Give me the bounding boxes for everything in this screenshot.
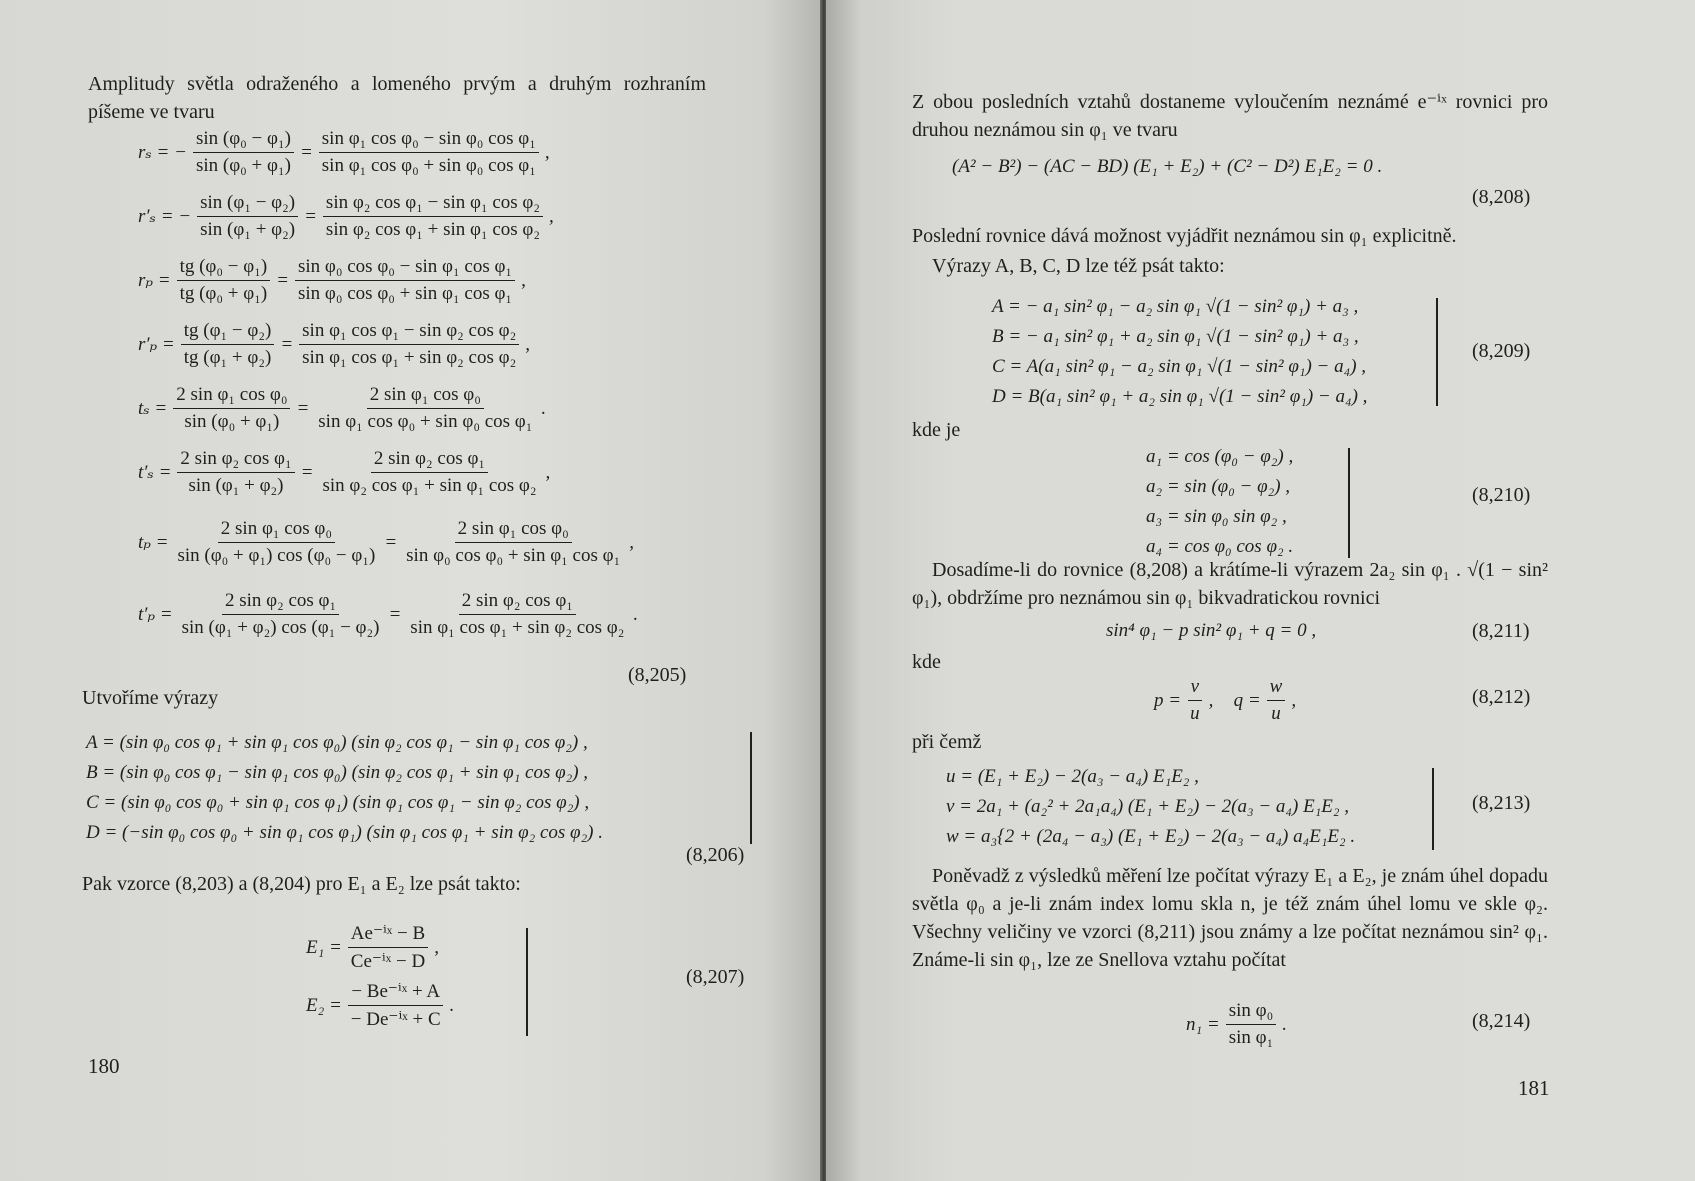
system-line: C = (sin φ₀ cos φ₀ + sin φ₁ cos φ₁) (sin φ₁ cos φ₁ − sin φ₂ cos φ₂) , <box>86 792 590 813</box>
equation-number-208: (8,208) <box>1472 186 1531 208</box>
page-number-right: 181 <box>1518 1076 1550 1100</box>
paragraph-1: Z obou posledních vztahů dostaneme vyloučením neznámé e⁻ⁱˣ rovnici pro druhou neznámou sin φ₁ ve tvaru <box>912 91 1548 141</box>
brace <box>1426 768 1434 850</box>
equation-211: sin⁴ φ₁ − p sin² φ₁ + q = 0 , <box>1106 620 1317 641</box>
equation-tp-prime: t′ₚ = $\frac{\text{2 sin φ₂ cos φ₁}}{\text{sin (φ₁ + φ₂) cos (φ₁ − φ₂)}}$ = $\frac{\text{2 sin φ₂ cos φ₁}}{\text{sin φ₁ cos φ₁ + sin φ₂ cos φ₂}}$ . <box>138 590 639 638</box>
paragraph-2: Poslední rovnice dává možnost vyjádřit neznámou sin φ₁ explicitně. <box>912 225 1457 247</box>
system-line: a₁ = cos (φ₀ − φ₂) , <box>1146 446 1294 467</box>
equation-E2: E₂ = $\frac{\text{− Be⁻ⁱˣ + A}}{\text{− De⁻ⁱˣ + C}}$ . <box>306 981 455 1030</box>
equation-number-210: (8,210) <box>1472 484 1531 506</box>
equation-number-212: (8,212) <box>1472 686 1531 708</box>
equation-number-205: (8,205) <box>628 664 687 686</box>
equation-number-214: (8,214) <box>1472 1010 1531 1032</box>
equation-208: (A² − B²) − (AC − BD) (E₁ + E₂) + (C² − D²) E₁E₂ = 0 . <box>952 156 1383 177</box>
system-206 <box>86 728 603 848</box>
equation-ts-prime: t′ₛ = $\frac{\text{2 sin φ₂ cos φ₁}}{\text{sin (φ₁ + φ₂)}}$ = $\frac{\text{2 sin φ₂ cos φ₁}}{\text{sin φ₂ cos φ₁ + sin φ₁ cos φ₂}}$ , <box>138 448 551 496</box>
equation-rp-prime: r′ₚ = $\frac{\text{tg (φ₁ − φ₂)}}{\text{tg (φ₁ + φ₂)}}$ = $\frac{\text{sin φ₁ cos φ₁ − sin φ₂ cos φ₂}}{\text{sin φ₁ cos φ₁ + sin φ₂ cos φ₂}}$ , <box>138 320 530 368</box>
equation-E1: E₁ = $\frac{\text{Ae⁻ⁱˣ − B}}{\text{Ce⁻ⁱˣ − D}}$ , <box>306 923 439 972</box>
equation-ts: tₛ = $\frac{\text{2 sin φ₁ cos φ₀}}{\text{sin (φ₀ + φ₁)}}$ = $\frac{\text{2 sin φ₁ cos φ₀}}{\text{sin φ₁ cos φ₀ + sin φ₀ cos φ₁}}$ . <box>138 384 547 432</box>
label-kde-je: kde je <box>912 419 961 441</box>
brace <box>1430 298 1438 406</box>
system-line: a₄ = cos φ₀ cos φ₂ . <box>1146 536 1294 557</box>
brace <box>520 928 528 1036</box>
brace <box>744 732 752 844</box>
paragraph-expressions: Utvoříme výrazy <box>82 687 219 709</box>
system-line: a₂ = sin (φ₀ − φ₂) , <box>1146 476 1291 497</box>
system-line: w = a₃{2 + (2a₄ − a₃) (E₁ + E₂) − 2(a₃ − a₄) a₄E₁E₂ . <box>946 826 1356 847</box>
system-line: a₃ = sin φ₀ sin φ₂ , <box>1146 506 1287 527</box>
system-line: D = (−sin φ₀ cos φ₀ + sin φ₁ cos φ₁) (sin φ₁ cos φ₁ + sin φ₂ cos φ₂) . <box>86 822 603 843</box>
brace <box>1342 448 1350 558</box>
system-210 <box>1146 442 1293 562</box>
equation-number-206: (8,206) <box>686 844 745 866</box>
system-line: v = 2a₁ + (a₂² + 2a₁a₄) (E₁ + E₂) − 2(a₃ − a₄) E₁E₂ , <box>946 796 1349 817</box>
system-209 <box>992 292 1367 412</box>
right-page <box>826 0 1695 1181</box>
system-line: u = (E₁ + E₂) − 2(a₃ − a₄) E₁E₂ , <box>946 766 1199 787</box>
paragraph-4: Dosadíme-li do rovnice (8,208) a krátíme-li výrazem 2a₂ sin φ₁ . √(1 − sin² φ₁), obdržíme pro neznámou sin φ₁ bikvadratickou rovnici <box>912 559 1548 609</box>
page-number-left: 180 <box>88 1054 120 1078</box>
equation-rs: rₛ = − $\frac{\text{sin (φ₀ − φ₁)}}{\text{sin (φ₀ + φ₁)}}$ = $\frac{\text{sin φ₁ cos φ₀ − sin φ₀ cos φ₁}}{\text{sin φ₁ cos φ₀ + sin φ₀ cos φ₁}}$ , <box>138 128 550 176</box>
equation-rs-prime: r′ₛ = − $\frac{\text{sin (φ₁ − φ₂)}}{\text{sin (φ₁ + φ₂)}}$ = $\frac{\text{sin φ₂ cos φ₁ − sin φ₁ cos φ₂}}{\text{sin φ₂ cos φ₁ + sin φ₁ cos φ₂}}$ , <box>138 192 554 240</box>
system-line: A = (sin φ₀ cos φ₁ + sin φ₁ cos φ₀) (sin φ₂ cos φ₁ − sin φ₁ cos φ₂) , <box>86 732 588 753</box>
paragraph-3: Výrazy A, B, C, D lze též psát takto: <box>932 255 1225 277</box>
system-213 <box>946 762 1355 852</box>
label-kde: kde <box>912 651 941 673</box>
equation-number-211: (8,211) <box>1472 620 1530 642</box>
intro-paragraph: Amplitudy světla odraženého a lomeného prvým a druhým rozhraním píšeme ve tvaru <box>88 73 706 123</box>
system-line: B = − a₁ sin² φ₁ + a₂ sin φ₁ √(1 − sin² φ₁) + a₃ , <box>992 326 1359 347</box>
left-page <box>0 0 822 1181</box>
label-pri-cemz: při čemž <box>912 731 982 753</box>
equation-212: p = $\frac{v}{u}$ , q = $\frac{w}{u}$ , <box>1154 676 1297 724</box>
equation-tp: tₚ = $\frac{\text{2 sin φ₁ cos φ₀}}{\text{sin (φ₀ + φ₁) cos (φ₀ − φ₁)}}$ = $\frac{\text{2 sin φ₁ cos φ₀}}{\text{sin φ₀ cos φ₀ + sin φ₁ cos φ₁}}$ , <box>138 518 634 566</box>
equation-rp: rₚ = $\frac{\text{tg (φ₀ − φ₁)}}{\text{tg (φ₀ + φ₁)}}$ = $\frac{\text{sin φ₀ cos φ₀ − sin φ₁ cos φ₁}}{\text{sin φ₀ cos φ₀ + sin φ₁ cos φ₁}}$ , <box>138 256 526 304</box>
system-line: C = A(a₁ sin² φ₁ − a₂ sin φ₁ √(1 − sin² φ₁) − a₄) , <box>992 356 1367 377</box>
fraction: $\frac{\text{sin (φ₀ − φ₁)}}{\text{sin (φ₀ + φ₁)}}$ <box>193 128 294 177</box>
equation-number-207: (8,207) <box>686 966 745 988</box>
system-line: A = − a₁ sin² φ₁ − a₂ sin φ₁ √(1 − sin² φ₁) + a₃ , <box>992 296 1359 317</box>
equation-number-213: (8,213) <box>1472 792 1531 814</box>
eq-lhs: rₛ = − <box>138 142 187 163</box>
fraction: $\frac{\text{sin φ₁ cos φ₀ − sin φ₀ cos φ₁}}{\text{sin φ₁ cos φ₀ + sin φ₀ cos φ₁}}$ <box>319 128 539 177</box>
equation-number-209: (8,209) <box>1472 340 1531 362</box>
paragraph-5: Poněvadž z výsledků měření lze počítat výrazy E₁ a E₂, je znám úhel dopadu světla φ₀ a je-li znám index lomu skla n, je též znám úhel lomu ve skle φ₂. Všechny veličiny ve vzorci (8,211) jsou známy a lze počítat neznámou sin² φ₁. Známe-li sin φ₁, lze ze Snellova vztahu počítat <box>912 865 1548 971</box>
paragraph-then: Pak vzorce (8,203) a (8,204) pro E₁ a E₂ lze psát takto: <box>82 873 521 895</box>
system-line: D = B(a₁ sin² φ₁ + a₂ sin φ₁ √(1 − sin² φ₁) − a₄) , <box>992 386 1368 407</box>
equation-214: n₁ = $\frac{\text{sin φ₀}}{\text{sin φ₁}}$ . <box>1186 1000 1287 1048</box>
system-line: B = (sin φ₀ cos φ₁ − sin φ₁ cos φ₀) (sin φ₂ cos φ₁ + sin φ₁ cos φ₂) , <box>86 762 589 783</box>
